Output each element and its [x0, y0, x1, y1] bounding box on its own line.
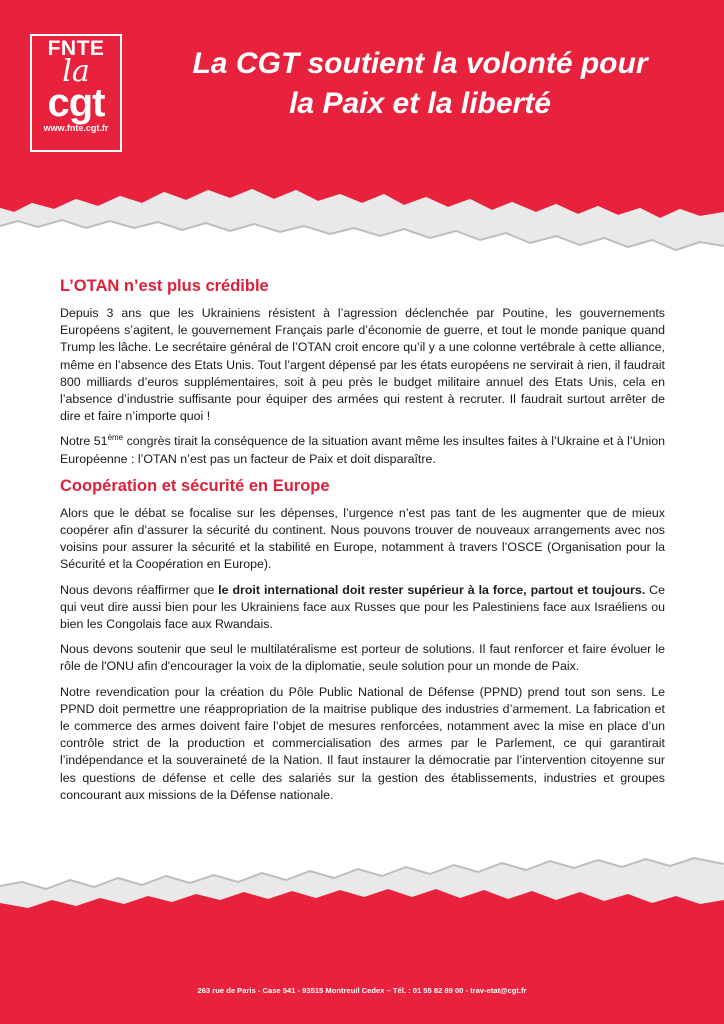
section-heading-cooperation: Coopération et sécurité en Europe: [60, 476, 330, 495]
paragraph: Depuis 3 ans que les Ukrainiens résistent à l’agression déclenchée par Poutine, les gouvernements Européens s’agitent, le gouvernement Français parle d’économie de guerre, et tout le monde panique quand Trump les lâche. Le secrétaire général de l’OTAN croit encore qu’il y a une colonne vertébrale à cette alliance, même en l’absence des Etats Unis. Tout l’argent dépensé par les états européens ne servirait à rien, il faudrait 800 milliards d’euros supplémentaires, soit à peu près le budget militaire annuel des Etats Unis, cela en l’absence d’industrie suffisante pour équiper des armées qui restent à recruter. Il faudrait surtout arrêter de dire et faire n’importe quoi !: [60, 306, 665, 424]
footer-torn-edge: [0, 856, 724, 1024]
logo-la: la: [62, 54, 90, 89]
paragraph: Alors que le débat se focalise sur les dépenses, l’urgence n’est pas tant de les augmenter que de mieux coopérer afin d’assurer la sécurité du continent. Nous pouvons trouver de nouveaux arrangements avec nos voisins pour assurer la sécurité et la stabilité en Europe, notamment à travers l’OSCE (Organisation pour la Sécurité et la Coopération en Europe).: [60, 505, 665, 572]
paragraph-congres: [60, 433, 665, 467]
footer-band: [0, 856, 724, 1024]
paragraph: Nous devons soutenir que seul le multilatéralisme est porteur de solutions. Il faut renforcer et faire évoluer le rôle de l'ONU afin d'encourager la voix de la diplomatie, seule solution pour un monde de Paix.: [60, 642, 665, 674]
text-run: congrès tirait la conséquence de la situation avant même les insultes faites à l’Ukraine et à l’Union Européenne : l’OTAN n’est pas un facteur de Paix et doit disparaître.: [60, 434, 665, 466]
bold-text: le droit international doit rester supérieur à la force, partout et toujours.: [218, 582, 646, 597]
logo-cgt: cgt: [47, 81, 105, 125]
title-line-2: la Paix et la liberté: [289, 87, 551, 120]
paragraph-droit: [60, 582, 665, 634]
page-title: [140, 44, 700, 124]
text-run: Ce qui veut dire aussi bien pour les Ukrainiens face aux Russes que pour les Palestiniens face aux Israéliens ou bien les Congolais face aux Rwandais.: [60, 582, 665, 632]
title-line-1: La CGT soutient la volonté pour: [192, 47, 648, 80]
fnte-cgt-logo[interactable]: [30, 34, 122, 152]
text-run: Nous devons réaffirmer que: [60, 582, 219, 597]
footer-address: 263 rue de Paris - Case 541 - 93515 Montreuil Cedex – Tél. : 01 55 82 89 00 - trav-etat@cgt.fr: [197, 986, 527, 995]
article-body: [60, 276, 665, 812]
logo-fnte: FNTE: [47, 37, 105, 60]
section-heading-otan: L’OTAN n’est plus crédible: [60, 277, 269, 295]
logo-url: www.fnte.cgt.fr: [43, 123, 109, 133]
text-run: Notre 51: [60, 434, 108, 449]
superscript: ème: [107, 433, 124, 443]
paragraph: Notre revendication pour la création du Pôle Public National de Défense (PPND) prend tout son sens. Le PPND doit permettre une réappropriation de la maitrise publique des industries d’armement. La fabrication et le commerce des armes doivent faire l’objet de mesures renforcées, notamment avec la mise en place d’un contrôle strict de la production et commercialisation des armes par le Parlement, ce qui garantirait l’indépendance et la souveraineté de la Nation. Il faut instaurer la démocratie par l’intervention citoyenne sur les questions de défense et celle des salariés sur la gestion des établissements, industries et groupes concourant aux missions de la Défense nationale.: [60, 684, 665, 802]
